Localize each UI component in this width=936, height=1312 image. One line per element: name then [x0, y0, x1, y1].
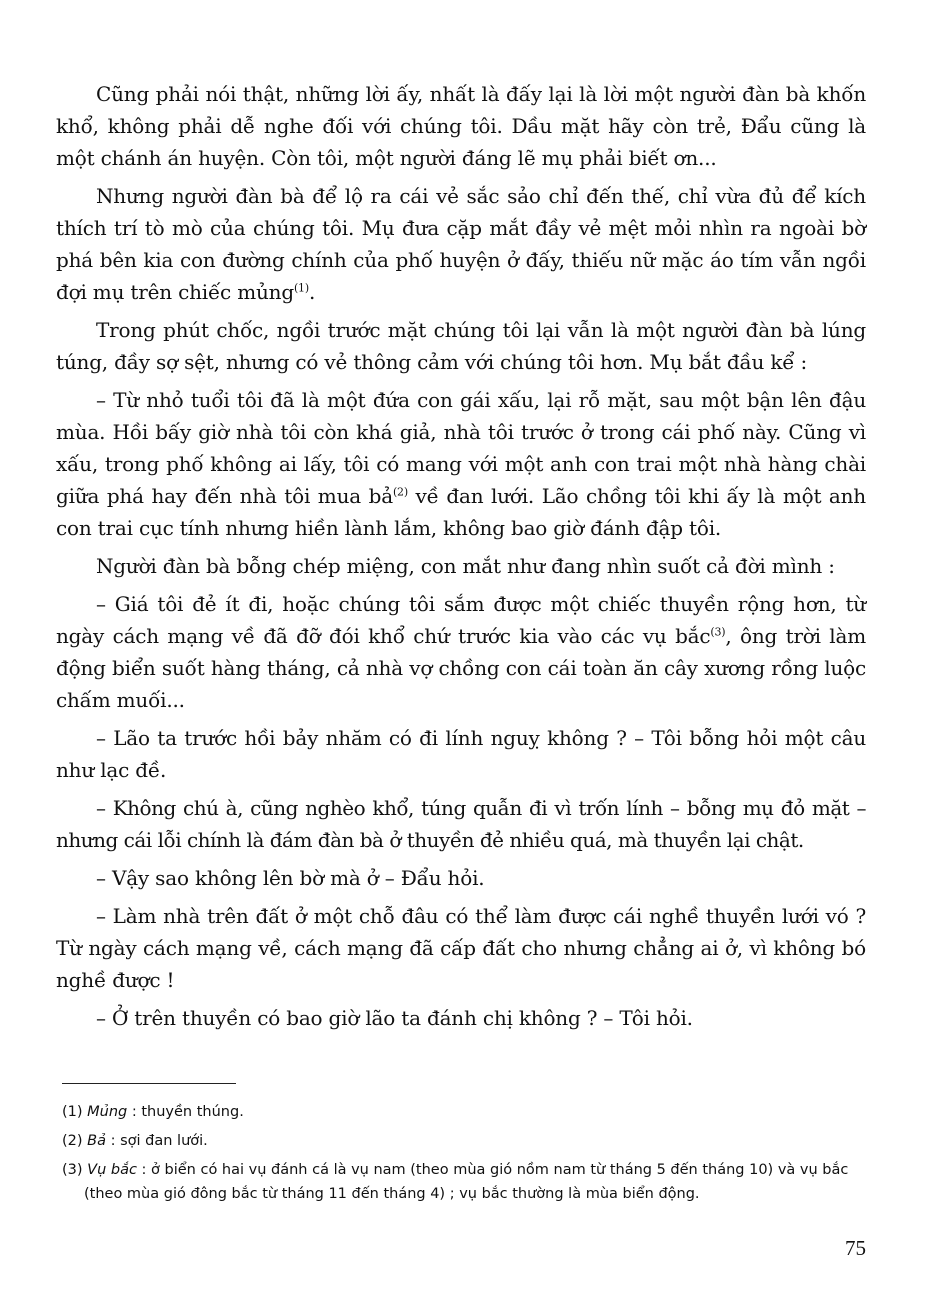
paragraph-4: [56, 384, 866, 544]
page-body: [56, 78, 866, 1040]
footnote-1: [62, 1100, 872, 1124]
paragraph-4-text: – Từ nhỏ tuổi tôi đã là một đứa con gái xấu, lại rỗ mặt, sau một bận lên đậu mùa. Hồi bấy giờ nhà tôi còn khá giả, nhà tôi trước ở trong cái phố này. Cũng vì xấu, trong phố không ai lấy, tôi có mang với một anh con trai một nhà hàng chài giữa phá hay đến nhà tôi mua bả: [56, 388, 866, 508]
paragraph-6-end: , ông trời làm động biển suốt hàng tháng, cả nhà vợ chồng con cái toàn ăn cây xương rồng luộc chấm muối...: [56, 624, 866, 712]
footnote-2-number: (2): [62, 1133, 83, 1149]
footnote-1-text: : thuyền thúng.: [127, 1104, 244, 1120]
footnote-separator: [62, 1083, 236, 1084]
footnote-3-term: Vụ bắc: [87, 1162, 137, 1178]
footnote-3: [62, 1158, 872, 1206]
paragraph-4-end: về đan lưới. Lão chồng tôi khi ấy là một anh con trai cục tính nhưng hiền lành lắm, không bao giờ đánh đập tôi.: [56, 484, 866, 540]
footnote-1-number: (1): [62, 1104, 83, 1120]
footnote-1-term: Mủng: [87, 1104, 128, 1120]
page-number: 75: [845, 1236, 866, 1260]
paragraph-6-text: – Giá tôi đẻ ít đi, hoặc chúng tôi sắm được một chiếc thuyền rộng hơn, từ ngày cách mạng về đã đỡ đói khổ chứ trước kia vào các vụ bắc: [56, 592, 866, 648]
footnote-2: [62, 1129, 872, 1153]
footnote-3-number: (3): [62, 1162, 83, 1178]
footnote-ref-1: (1): [293, 281, 309, 295]
paragraph-1: Cũng phải nói thật, những lời ấy, nhất là đấy lại là lời một người đàn bà khốn khổ, không phải dễ nghe đối với chúng tôi. Dầu mặt hãy còn trẻ, Đẩu cũng là một chánh án huyện. Còn tôi, một người đáng lẽ mụ phải biết ơn...: [56, 82, 866, 170]
paragraph-11: – Ở trên thuyền có bao giờ lão ta đánh chị không ? – Tôi hỏi.: [96, 1006, 693, 1030]
footnote-ref-2: (2): [392, 485, 408, 499]
footnote-ref-3: (3): [710, 625, 726, 639]
footnote-2-term: Bả: [87, 1133, 106, 1149]
paragraph-10: – Làm nhà trên đất ở một chỗ đâu có thể làm được cái nghề thuyền lưới vó ? Từ ngày cách mạng về, cách mạng đã cấp đất cho nhưng chẳng ai ở, vì không bó nghề được !: [56, 904, 866, 992]
footnote-2-text: : sợi đan lưới.: [106, 1133, 208, 1149]
paragraph-2-end: .: [308, 280, 316, 304]
footnote-3-text: : ở biển có hai vụ đánh cá là vụ nam (theo mùa gió nồm nam từ tháng 5 đến tháng 10) và vụ bắc (theo mùa gió đông bắc từ tháng 11 đến tháng 4) ; vụ bắc thường là mùa biển động.: [84, 1162, 849, 1202]
paragraph-2: [56, 180, 866, 308]
paragraph-5: Người đàn bà bỗng chép miệng, con mắt như đang nhìn suốt cả đời mình :: [96, 554, 835, 578]
paragraph-7: – Lão ta trước hồi bảy nhăm có đi lính nguỵ không ? – Tôi bỗng hỏi một câu như lạc đề.: [56, 726, 866, 782]
footnotes: [62, 1100, 872, 1211]
paragraph-9: – Vậy sao không lên bờ mà ở – Đẩu hỏi.: [96, 866, 485, 890]
paragraph-8: – Không chú à, cũng nghèo khổ, túng quẫn đi vì trốn lính – bỗng mụ đỏ mặt – nhưng cái lỗi chính là đám đàn bà ở thuyền đẻ nhiều quá, mà thuyền lại chật.: [56, 796, 866, 852]
paragraph-2-text: Nhưng người đàn bà để lộ ra cái vẻ sắc sảo chỉ đến thế, chỉ vừa đủ để kích thích trí tò mò của chúng tôi. Mụ đưa cặp mắt đầy vẻ mệt mỏi nhìn ra ngoài bờ phá bên kia con đường chính của phố huyện ở đấy, thiếu nữ mặc áo tím vẫn ngồi đợi mụ trên chiếc mủng: [56, 184, 866, 304]
paragraph-6: [56, 588, 866, 716]
paragraph-3: Trong phút chốc, ngồi trước mặt chúng tôi lại vẫn là một người đàn bà lúng túng, đầy sợ sệt, nhưng có vẻ thông cảm với chúng tôi hơn. Mụ bắt đầu kể :: [56, 318, 866, 374]
